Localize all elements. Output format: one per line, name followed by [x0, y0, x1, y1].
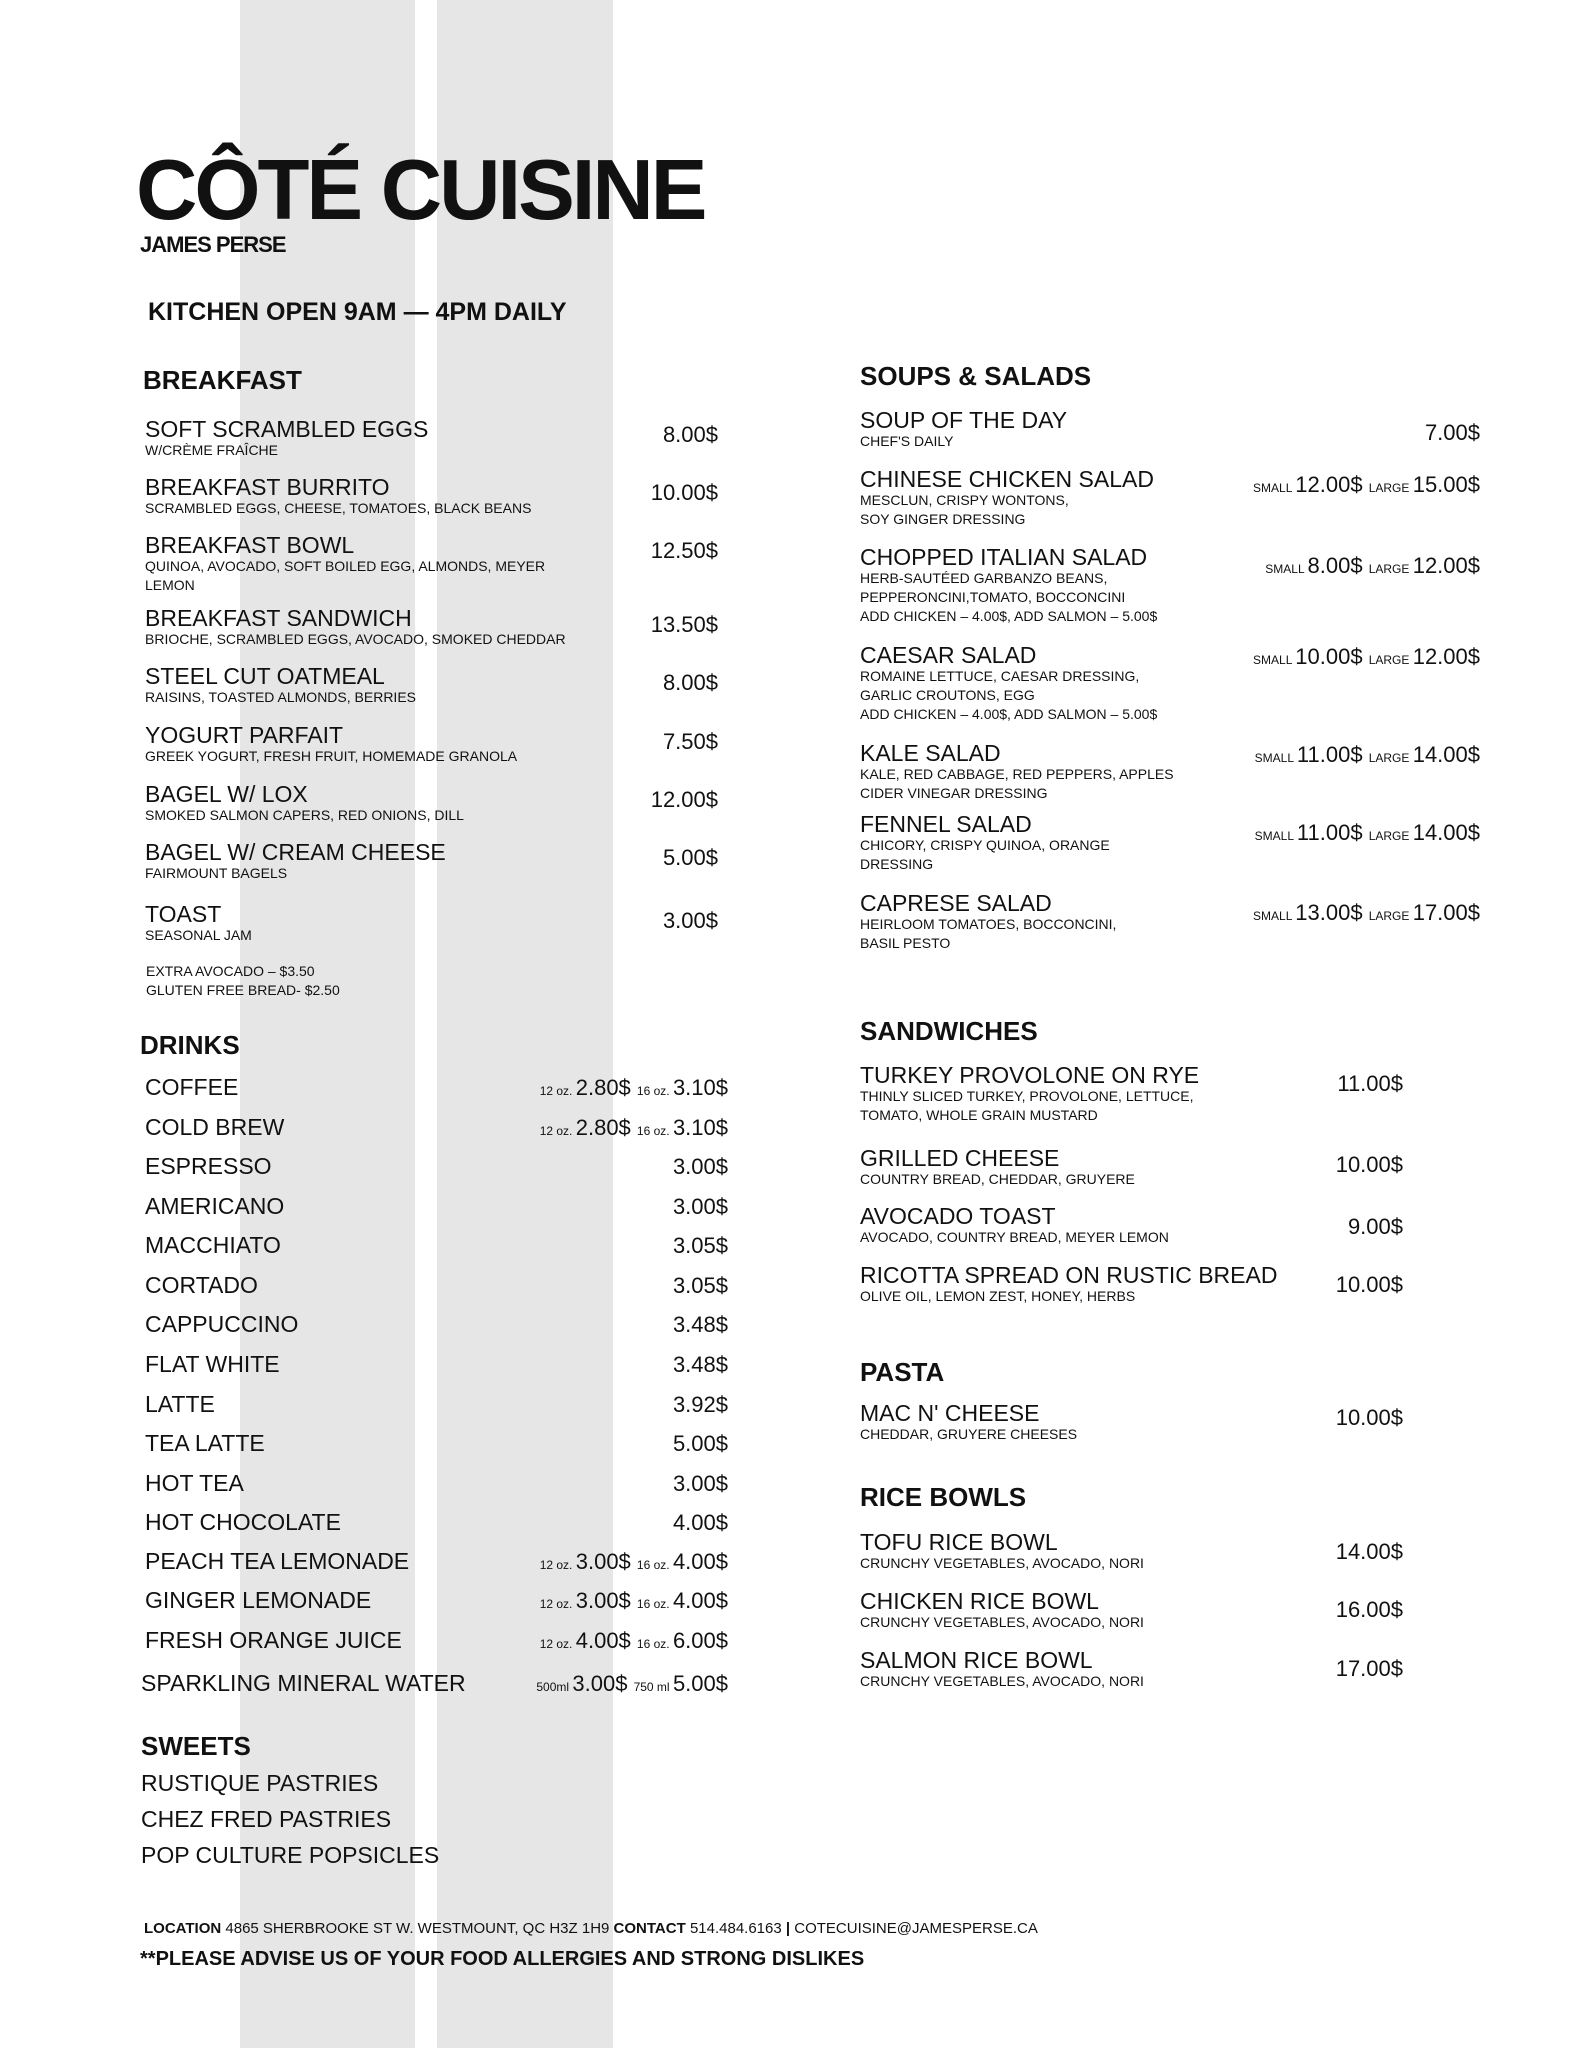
- allergy-note: **PLEASE ADVISE US OF YOUR FOOD ALLERGIES AND STRONG DISLIKES: [140, 1948, 865, 1970]
- item-name: CHINESE CHICKEN SALAD: [860, 466, 1154, 492]
- item-description: SEASONAL JAM: [145, 927, 252, 944]
- small-price: 12.00$: [1295, 472, 1369, 497]
- item-description: PEPPERONCINI,TOMATO, BOCCONCINI: [860, 589, 1126, 606]
- item-description: MESCLUN, CRISPY WONTONS,: [860, 492, 1069, 509]
- item-name: STEEL CUT OATMEAL: [145, 663, 385, 689]
- breakfast-extras: [146, 962, 340, 1000]
- size-label: 12 oz.: [539, 1558, 576, 1572]
- drink-sized-prices: [470, 1075, 728, 1101]
- item-name: AVOCADO TOAST: [860, 1203, 1056, 1229]
- drink-price: 3.48$: [672, 1352, 728, 1377]
- item-name: SOFT SCRAMBLED EGGS: [145, 416, 429, 442]
- size-price: 5.00$: [672, 1671, 728, 1696]
- size-label: 12 oz.: [539, 1124, 576, 1138]
- drink-name: MACCHIATO: [145, 1232, 281, 1258]
- item-price: 7.00$: [1424, 420, 1480, 445]
- drink-name: COLD BREW: [145, 1114, 285, 1140]
- item-price: 9.00$: [1347, 1214, 1403, 1239]
- item-name: SOUP OF THE DAY: [860, 407, 1068, 433]
- item-price: 5.00$: [662, 845, 718, 870]
- item-description: CHICORY, CRISPY QUINOA, ORANGE: [860, 837, 1110, 854]
- item-name: CAPRESE SALAD: [860, 890, 1052, 916]
- contact-phone[interactable]: 514.484.6163: [689, 1920, 782, 1937]
- contact-email[interactable]: COTECUISINE@JAMESPERSE.CA: [794, 1920, 1038, 1937]
- sweets-item: CHEZ FRED PASTRIES: [141, 1806, 392, 1832]
- drink-name: FLAT WHITE: [145, 1351, 280, 1377]
- salad-sized-prices: [1180, 742, 1480, 768]
- sandwich-heading: SANDWICHES: [860, 1016, 1038, 1046]
- size-price: 6.00$: [672, 1628, 728, 1653]
- drink-name: AMERICANO: [145, 1193, 285, 1219]
- small-label: SMALL: [1253, 653, 1296, 667]
- item-description: GARLIC CROUTONS, EGG: [860, 687, 1035, 704]
- item-price: 8.00$: [662, 670, 718, 695]
- item-description: LEMON: [145, 577, 195, 594]
- salad-sized-prices: [1180, 820, 1480, 846]
- small-label: SMALL: [1253, 481, 1296, 495]
- item-price: 11.00$: [1337, 1071, 1403, 1096]
- size-price: 3.00$: [575, 1549, 637, 1574]
- restaurant-title: CÔTÉ CUISINE: [136, 143, 705, 238]
- item-description: KALE, RED CABBAGE, RED PEPPERS, APPLES: [860, 766, 1174, 783]
- item-name: BREAKFAST SANDWICH: [145, 605, 412, 631]
- item-name: FENNEL SALAD: [860, 811, 1032, 837]
- item-description: SMOKED SALMON CAPERS, RED ONIONS, DILL: [145, 807, 464, 824]
- size-price: 4.00$: [672, 1549, 728, 1574]
- item-name: SALMON RICE BOWL: [860, 1647, 1093, 1673]
- pasta-heading: PASTA: [860, 1357, 945, 1387]
- drink-sized-prices: [470, 1671, 728, 1697]
- large-price: 12.00$: [1412, 644, 1480, 669]
- drink-name: LATTE: [145, 1391, 215, 1417]
- item-name: TOAST: [145, 901, 222, 927]
- contact-label: CONTACT: [613, 1920, 686, 1937]
- item-description: CRUNCHY VEGETABLES, AVOCADO, NORI: [860, 1673, 1144, 1690]
- item-description: COUNTRY BREAD, CHEDDAR, GRUYERE: [860, 1171, 1135, 1188]
- item-description: FAIRMOUNT BAGELS: [145, 865, 288, 882]
- rice-item: [860, 1589, 1144, 1632]
- breakfast-item: [145, 533, 545, 595]
- pasta-item: [860, 1401, 1077, 1444]
- large-label: LARGE: [1368, 909, 1413, 923]
- rice-heading: RICE BOWLS: [860, 1482, 1027, 1512]
- salad-item: [860, 643, 1157, 724]
- drink-name: ESPRESSO: [145, 1153, 272, 1179]
- item-price: 12.50$: [650, 538, 718, 563]
- size-label: 12 oz.: [539, 1637, 576, 1651]
- drink-name: SPARKLING MINERAL WATER: [141, 1670, 466, 1696]
- location-address: 4865 SHERBROOKE ST W. WESTMOUNT, QC H3Z 1H9: [225, 1920, 610, 1937]
- size-price: 4.00$: [672, 1588, 728, 1613]
- large-price: 17.00$: [1412, 900, 1480, 925]
- breakfast-item: [145, 417, 428, 460]
- drink-price: 3.00$: [672, 1154, 728, 1179]
- large-label: LARGE: [1368, 481, 1413, 495]
- drinks-heading: DRINKS: [140, 1030, 240, 1060]
- item-price: 12.00$: [650, 787, 718, 812]
- size-label: 16 oz.: [636, 1597, 673, 1611]
- sweets-item: RUSTIQUE PASTRIES: [141, 1770, 379, 1796]
- footer-separator: |: [785, 1920, 791, 1937]
- item-description: HEIRLOOM TOMATOES, BOCCONCINI,: [860, 916, 1117, 933]
- item-price: 3.00$: [662, 908, 718, 933]
- item-name: TOFU RICE BOWL: [860, 1529, 1058, 1555]
- extra-line: GLUTEN FREE BREAD- $2.50: [146, 981, 340, 998]
- size-label: 16 oz.: [636, 1558, 673, 1572]
- item-description: ROMAINE LETTUCE, CAESAR DRESSING,: [860, 668, 1140, 685]
- item-name: MAC N' CHEESE: [860, 1400, 1040, 1426]
- drink-name: PEACH TEA LEMONADE: [145, 1548, 410, 1574]
- breakfast-item: [145, 723, 517, 766]
- drink-price: 4.00$: [672, 1510, 728, 1535]
- item-name: CAESAR SALAD: [860, 642, 1037, 668]
- item-price: 10.00$: [650, 480, 718, 505]
- drink-name: FRESH ORANGE JUICE: [145, 1627, 402, 1653]
- item-description: CHEF'S DAILY: [860, 433, 954, 450]
- drink-price: 3.05$: [672, 1273, 728, 1298]
- small-price: 8.00$: [1307, 553, 1369, 578]
- item-name: CHICKEN RICE BOWL: [860, 1588, 1099, 1614]
- drink-name: CORTADO: [145, 1272, 258, 1298]
- sweets-item: POP CULTURE POPSICLES: [141, 1842, 440, 1868]
- size-label: 12 oz.: [539, 1084, 576, 1098]
- drink-price: 3.05$: [672, 1233, 728, 1258]
- drink-name: CAPPUCCINO: [145, 1311, 299, 1337]
- item-description: SOY GINGER DRESSING: [860, 511, 1026, 528]
- breakfast-item: [145, 840, 446, 883]
- salad-sized-prices: [1180, 472, 1480, 498]
- breakfast-item: [145, 782, 464, 825]
- item-price: 16.00$: [1335, 1597, 1403, 1622]
- sweets-heading: SWEETS: [141, 1731, 251, 1761]
- small-label: SMALL: [1254, 829, 1297, 843]
- item-description: TOMATO, WHOLE GRAIN MUSTARD: [860, 1107, 1098, 1124]
- rice-item: [860, 1530, 1144, 1573]
- large-label: LARGE: [1368, 751, 1413, 765]
- drink-price: 3.92$: [672, 1392, 728, 1417]
- size-label: 16 oz.: [636, 1637, 673, 1651]
- location-label: LOCATION: [144, 1920, 222, 1937]
- item-price: 13.50$: [650, 612, 718, 637]
- salad-item: [860, 545, 1157, 626]
- item-name: GRILLED CHEESE: [860, 1145, 1060, 1171]
- item-name: BAGEL W/ LOX: [145, 781, 308, 807]
- item-description: THINLY SLICED TURKEY, PROVOLONE, LETTUCE,: [860, 1088, 1194, 1105]
- item-description: CRUNCHY VEGETABLES, AVOCADO, NORI: [860, 1555, 1144, 1572]
- size-label: 16 oz.: [636, 1124, 673, 1138]
- drink-name: HOT CHOCOLATE: [145, 1509, 341, 1535]
- item-name: KALE SALAD: [860, 740, 1001, 766]
- small-price: 11.00$: [1296, 742, 1369, 767]
- item-description: QUINOA, AVOCADO, SOFT BOILED EGG, ALMONDS, MEYER: [145, 558, 546, 575]
- drink-name: TEA LATTE: [145, 1430, 265, 1456]
- small-price: 10.00$: [1295, 644, 1369, 669]
- size-label: 12 oz.: [539, 1597, 576, 1611]
- drink-price: 3.00$: [672, 1471, 728, 1496]
- drink-price: 3.48$: [672, 1312, 728, 1337]
- drink-sized-prices: [470, 1115, 728, 1141]
- item-description: CIDER VINEGAR DRESSING: [860, 785, 1048, 802]
- large-label: LARGE: [1368, 653, 1413, 667]
- item-name: BAGEL W/ CREAM CHEESE: [145, 839, 446, 865]
- item-name: BREAKFAST BURRITO: [145, 474, 390, 500]
- item-description: W/CRÈME FRAÎCHE: [145, 442, 278, 459]
- item-price: 10.00$: [1335, 1272, 1403, 1297]
- item-price: 14.00$: [1335, 1539, 1403, 1564]
- salad-sized-prices: [1180, 553, 1480, 579]
- item-name: BREAKFAST BOWL: [145, 532, 355, 558]
- salad-item: [860, 408, 1067, 451]
- salad-item: [860, 741, 1174, 803]
- item-price: 17.00$: [1335, 1656, 1403, 1681]
- drink-price: 5.00$: [672, 1431, 728, 1456]
- item-price: 10.00$: [1335, 1152, 1403, 1177]
- footer-contact: [144, 1920, 1038, 1937]
- item-name: RICOTTA SPREAD ON RUSTIC BREAD: [860, 1262, 1278, 1288]
- size-price: 3.10$: [672, 1075, 728, 1100]
- breakfast-item: [145, 664, 416, 707]
- item-description: HERB-SAUTÉED GARBANZO BEANS,: [860, 570, 1108, 587]
- rice-item: [860, 1648, 1144, 1691]
- sandwich-item: [860, 1204, 1169, 1247]
- extra-line: EXTRA AVOCADO – $3.50: [146, 963, 315, 979]
- salad-item: [860, 467, 1154, 529]
- restaurant-subtitle: JAMES PERSE: [140, 232, 286, 257]
- size-price: 2.80$: [575, 1075, 637, 1100]
- item-description: CRUNCHY VEGETABLES, AVOCADO, NORI: [860, 1614, 1144, 1631]
- item-name: CHOPPED ITALIAN SALAD: [860, 544, 1148, 570]
- drink-name: GINGER LEMONADE: [145, 1587, 372, 1613]
- size-label: 500ml: [536, 1680, 573, 1694]
- large-price: 14.00$: [1412, 820, 1480, 845]
- size-price: 3.00$: [572, 1671, 634, 1696]
- item-description: CHEDDAR, GRUYERE CHEESES: [860, 1426, 1078, 1443]
- breakfast-item: [145, 606, 566, 649]
- breakfast-item: [145, 902, 252, 945]
- large-label: LARGE: [1368, 562, 1413, 576]
- item-description: BRIOCHE, SCRAMBLED EGGS, AVOCADO, SMOKED CHEDDAR: [145, 631, 566, 648]
- drink-name: HOT TEA: [145, 1470, 244, 1496]
- size-label: 16 oz.: [636, 1084, 673, 1098]
- small-price: 11.00$: [1296, 820, 1369, 845]
- breakfast-item: [145, 475, 531, 518]
- item-description: RAISINS, TOASTED ALMONDS, BERRIES: [145, 689, 416, 706]
- item-description: DRESSING: [860, 856, 934, 873]
- item-description: OLIVE OIL, LEMON ZEST, HONEY, HERBS: [860, 1288, 1136, 1305]
- size-price: 3.00$: [575, 1588, 637, 1613]
- item-name: TURKEY PROVOLONE ON RYE: [860, 1062, 1200, 1088]
- size-price: 2.80$: [575, 1115, 637, 1140]
- drink-sized-prices: [470, 1549, 728, 1575]
- small-label: SMALL: [1253, 909, 1296, 923]
- item-description: ADD CHICKEN – 4.00$, ADD SALMON – 5.00$: [860, 705, 1158, 722]
- soups-heading: SOUPS & SALADS: [860, 361, 1092, 391]
- large-price: 14.00$: [1412, 742, 1480, 767]
- small-label: SMALL: [1265, 562, 1308, 576]
- sandwich-item: [860, 1063, 1199, 1125]
- sandwich-item: [860, 1146, 1135, 1189]
- salad-sized-prices: [1180, 644, 1480, 670]
- large-price: 12.00$: [1412, 553, 1480, 578]
- item-description: GREEK YOGURT, FRESH FRUIT, HOMEMADE GRANOLA: [145, 748, 518, 765]
- salad-sized-prices: [1180, 900, 1480, 926]
- large-price: 15.00$: [1412, 472, 1480, 497]
- item-name: YOGURT PARFAIT: [145, 722, 344, 748]
- drink-sized-prices: [470, 1628, 728, 1654]
- sandwich-item: [860, 1263, 1277, 1306]
- size-label: 750 ml: [633, 1680, 673, 1694]
- item-price: 8.00$: [662, 422, 718, 447]
- kitchen-hours: KITCHEN OPEN 9AM — 4PM DAILY: [148, 298, 567, 326]
- drink-price: 3.00$: [672, 1194, 728, 1219]
- salad-item: [860, 891, 1116, 953]
- item-description: ADD CHICKEN – 4.00$, ADD SALMON – 5.00$: [860, 607, 1158, 624]
- small-label: SMALL: [1254, 751, 1297, 765]
- size-price: 4.00$: [575, 1628, 637, 1653]
- breakfast-heading: BREAKFAST: [143, 365, 302, 395]
- salad-item: [860, 812, 1110, 874]
- item-description: BASIL PESTO: [860, 935, 951, 952]
- item-price: 7.50$: [662, 729, 718, 754]
- drink-name: COFFEE: [145, 1074, 239, 1100]
- item-description: AVOCADO, COUNTRY BREAD, MEYER LEMON: [860, 1229, 1169, 1246]
- size-price: 3.10$: [672, 1115, 728, 1140]
- item-description: SCRAMBLED EGGS, CHEESE, TOMATOES, BLACK BEANS: [145, 500, 532, 517]
- drink-sized-prices: [470, 1588, 728, 1614]
- large-label: LARGE: [1368, 829, 1413, 843]
- small-price: 13.00$: [1295, 900, 1369, 925]
- item-price: 10.00$: [1335, 1405, 1403, 1430]
